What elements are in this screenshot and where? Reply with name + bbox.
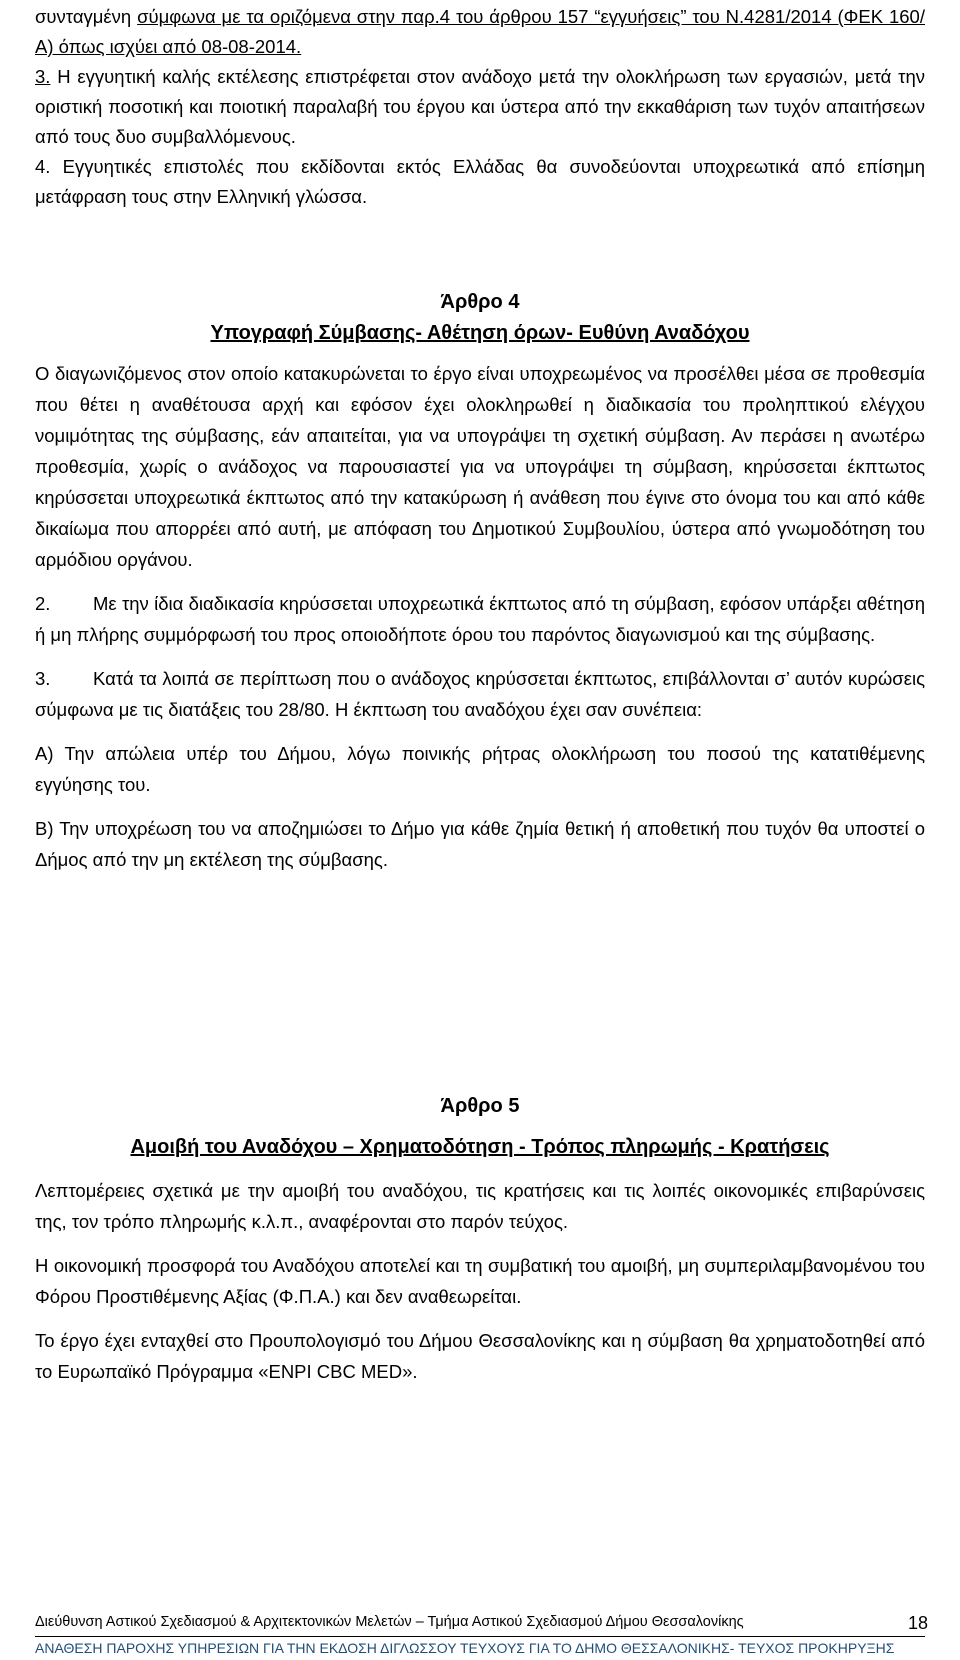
intro-block bbox=[35, 2, 925, 212]
legal-reference-link[interactable]: σύμφωνα με τα οριζόμενα στην παρ.4 του άρθρου 157 “εγγυήσεις” του Ν.4281/2014 (ΦΕΚ 160/Α) όπως ισχύει από 08-08-2014. bbox=[35, 6, 925, 57]
article-4-paragraph-2 bbox=[35, 588, 925, 650]
intro-item-3 bbox=[35, 62, 925, 152]
article-4-title: Άρθρο 4 bbox=[440, 291, 520, 313]
article-4-item-a: Α) Την απώλεια υπέρ του Δήμου, λόγω ποινικής ρήτρας ολοκλήρωση του ποσού της κατατιθέμενης εγγύησης του. bbox=[35, 743, 925, 795]
footer-department: Διεύθυνση Αστικού Σχεδιασμού & Αρχιτεκτονικών Μελετών – Τμήμα Αστικού Σχεδιασμού Δήμου Θεσσαλονίκης bbox=[35, 1614, 744, 1630]
intro-item-4: 4. Εγγυητικές επιστολές που εκδίδονται εκτός Ελλάδας θα συνοδεύονται υποχρεωτικά από επίσημη μετάφραση τους στην Ελληνική γλώσσα. bbox=[35, 156, 925, 207]
intro-text: συνταγμένη bbox=[35, 6, 138, 27]
paragraph-2-text: Με την ίδια διαδικασία κηρύσσεται υποχρεωτικά έκπτωτος από τη σύμβαση, εφόσον υπάρξει αθέτηση ή μη πλήρης συμμόρφωσή του προς οποιοδήποτε όρου του παρόντος διαγωνισμού και της σύμβασης. bbox=[35, 593, 925, 645]
article-4-item-b: Β) Την υποχρέωση του να αποζημιώσει το Δήμο για κάθε ζημία θετική ή αποθετική που τυχόν θα υποστεί ο Δήμος από την μη εκτέλεση της σύμβασης. bbox=[35, 818, 925, 870]
page-number: 18 bbox=[907, 1613, 928, 1633]
item-3-number: 3. bbox=[35, 66, 51, 87]
paragraph-3-text: Κατά τα λοιπά σε περίπτωση που ο ανάδοχος κηρύσσεται έκπτωτος, επιβάλλονται σ’ αυτόν κυρώσεις σύμφωνα με τις διατάξεις του 28/80. Η έκπτωση του αναδόχου έχει σαν συνέπεια: bbox=[35, 668, 925, 720]
article-4-body bbox=[35, 358, 925, 875]
paragraph-3-number: 3. bbox=[35, 668, 51, 689]
article-5-subtitle: Αμοιβή του Αναδόχου – Χρηματοδότηση - Τρόπος πληρωμής - Κρατήσεις bbox=[130, 1136, 830, 1158]
article-5-paragraph-2: Η οικονομική προσφορά του Αναδόχου αποτελεί και τη συμβατική του αμοιβή, μη συμπεριλαμβανομένου του Φόρου Προστιθέμενης Αξίας (Φ.Π.Α.) και δεν αναθεωρείται. bbox=[35, 1255, 925, 1307]
footer-document-title: ΑΝΑΘΕΣΗ ΠΑΡΟΧΗΣ ΥΠΗΡΕΣΙΩΝ ΓΙΑ ΤΗΝ ΕΚΔΟΣΗ ΔΙΓΛΩΣΣΟΥ ΤΕΥΧΟΥΣ ΓΙΑ ΤΟ ΔΗΜΟ ΘΕΣΣΑΛΟΝΙΚΗΣ- ΤΕΥΧΟΣ ΠΡΟΚΗΡΥΞΗΣ bbox=[35, 1640, 895, 1656]
article-4-subtitle: Υπογραφή Σύμβασης- Αθέτηση όρων- Ευθύνη Αναδόχου bbox=[210, 322, 750, 344]
footer-divider bbox=[35, 1636, 925, 1637]
intro-continuation bbox=[35, 2, 925, 62]
article-4-paragraph-3 bbox=[35, 663, 925, 725]
paragraph-2-number: 2. bbox=[35, 593, 51, 614]
article-5-body bbox=[35, 1175, 925, 1387]
article-4-paragraph-1: Ο διαγωνιζόμενος στον οποίο κατακυρώνεται το έργο είναι υποχρεωμένος να προσέλθει μέσα σε προθεσμία που θέτει η αναθέτουσα αρχή και εφόσον έχει ολοκληρωθεί η διαδικασία του προληπτικού ελέγχου νομιμότητας της σύμβασης, εάν απαιτείται, για να υπογράψει τη σχετική σύμβαση. Αν περάσει η ανωτέρω προθεσμία, χωρίς ο ανάδοχος να παρουσιαστεί για να υπογράψει τη σύμβαση, κηρύσσεται έκπτωτος κηρύσσεται υποχρεωτικά έκπτωτος από την κατακύρωση ή ανάθεση που έγινε στο όνομα του και από κάθε δικαίωμα που απορρέει από αυτή, με απόφαση του Δημοτικού Συμβουλίου, ύστερα από γνωμοδότηση του αρμόδιου οργάνου. bbox=[35, 363, 925, 570]
article-5-paragraph-1: Λεπτομέρειες σχετικά με την αμοιβή του αναδόχου, τις κρατήσεις και τις λοιπές οικονομικές επιβαρύνσεις της, τον τρόπο πληρωμής κ.λ.π., αναφέρονται στο παρόν τεύχος. bbox=[35, 1180, 925, 1232]
item-3-text: Η εγγυητική καλής εκτέλεσης επιστρέφεται στον ανάδοχο μετά την ολοκλήρωση των εργασιών, μετά την οριστική ποσοτική και ποιοτική παραλαβή του έργου και ύστερα από την εκκαθάριση των τυχόν απαιτήσεων από τους δυο συμβαλλόμενους. bbox=[35, 66, 925, 147]
article-5-title: Άρθρο 5 bbox=[440, 1095, 520, 1117]
article-5-paragraph-3: Το έργο έχει ενταχθεί στο Προυπολογισμό του Δήμου Θεσσαλονίκης και η σύμβαση θα χρηματοδοτηθεί από το Ευρωπαϊκό Πρόγραμμα «ENPI CBC MED». bbox=[35, 1330, 925, 1382]
